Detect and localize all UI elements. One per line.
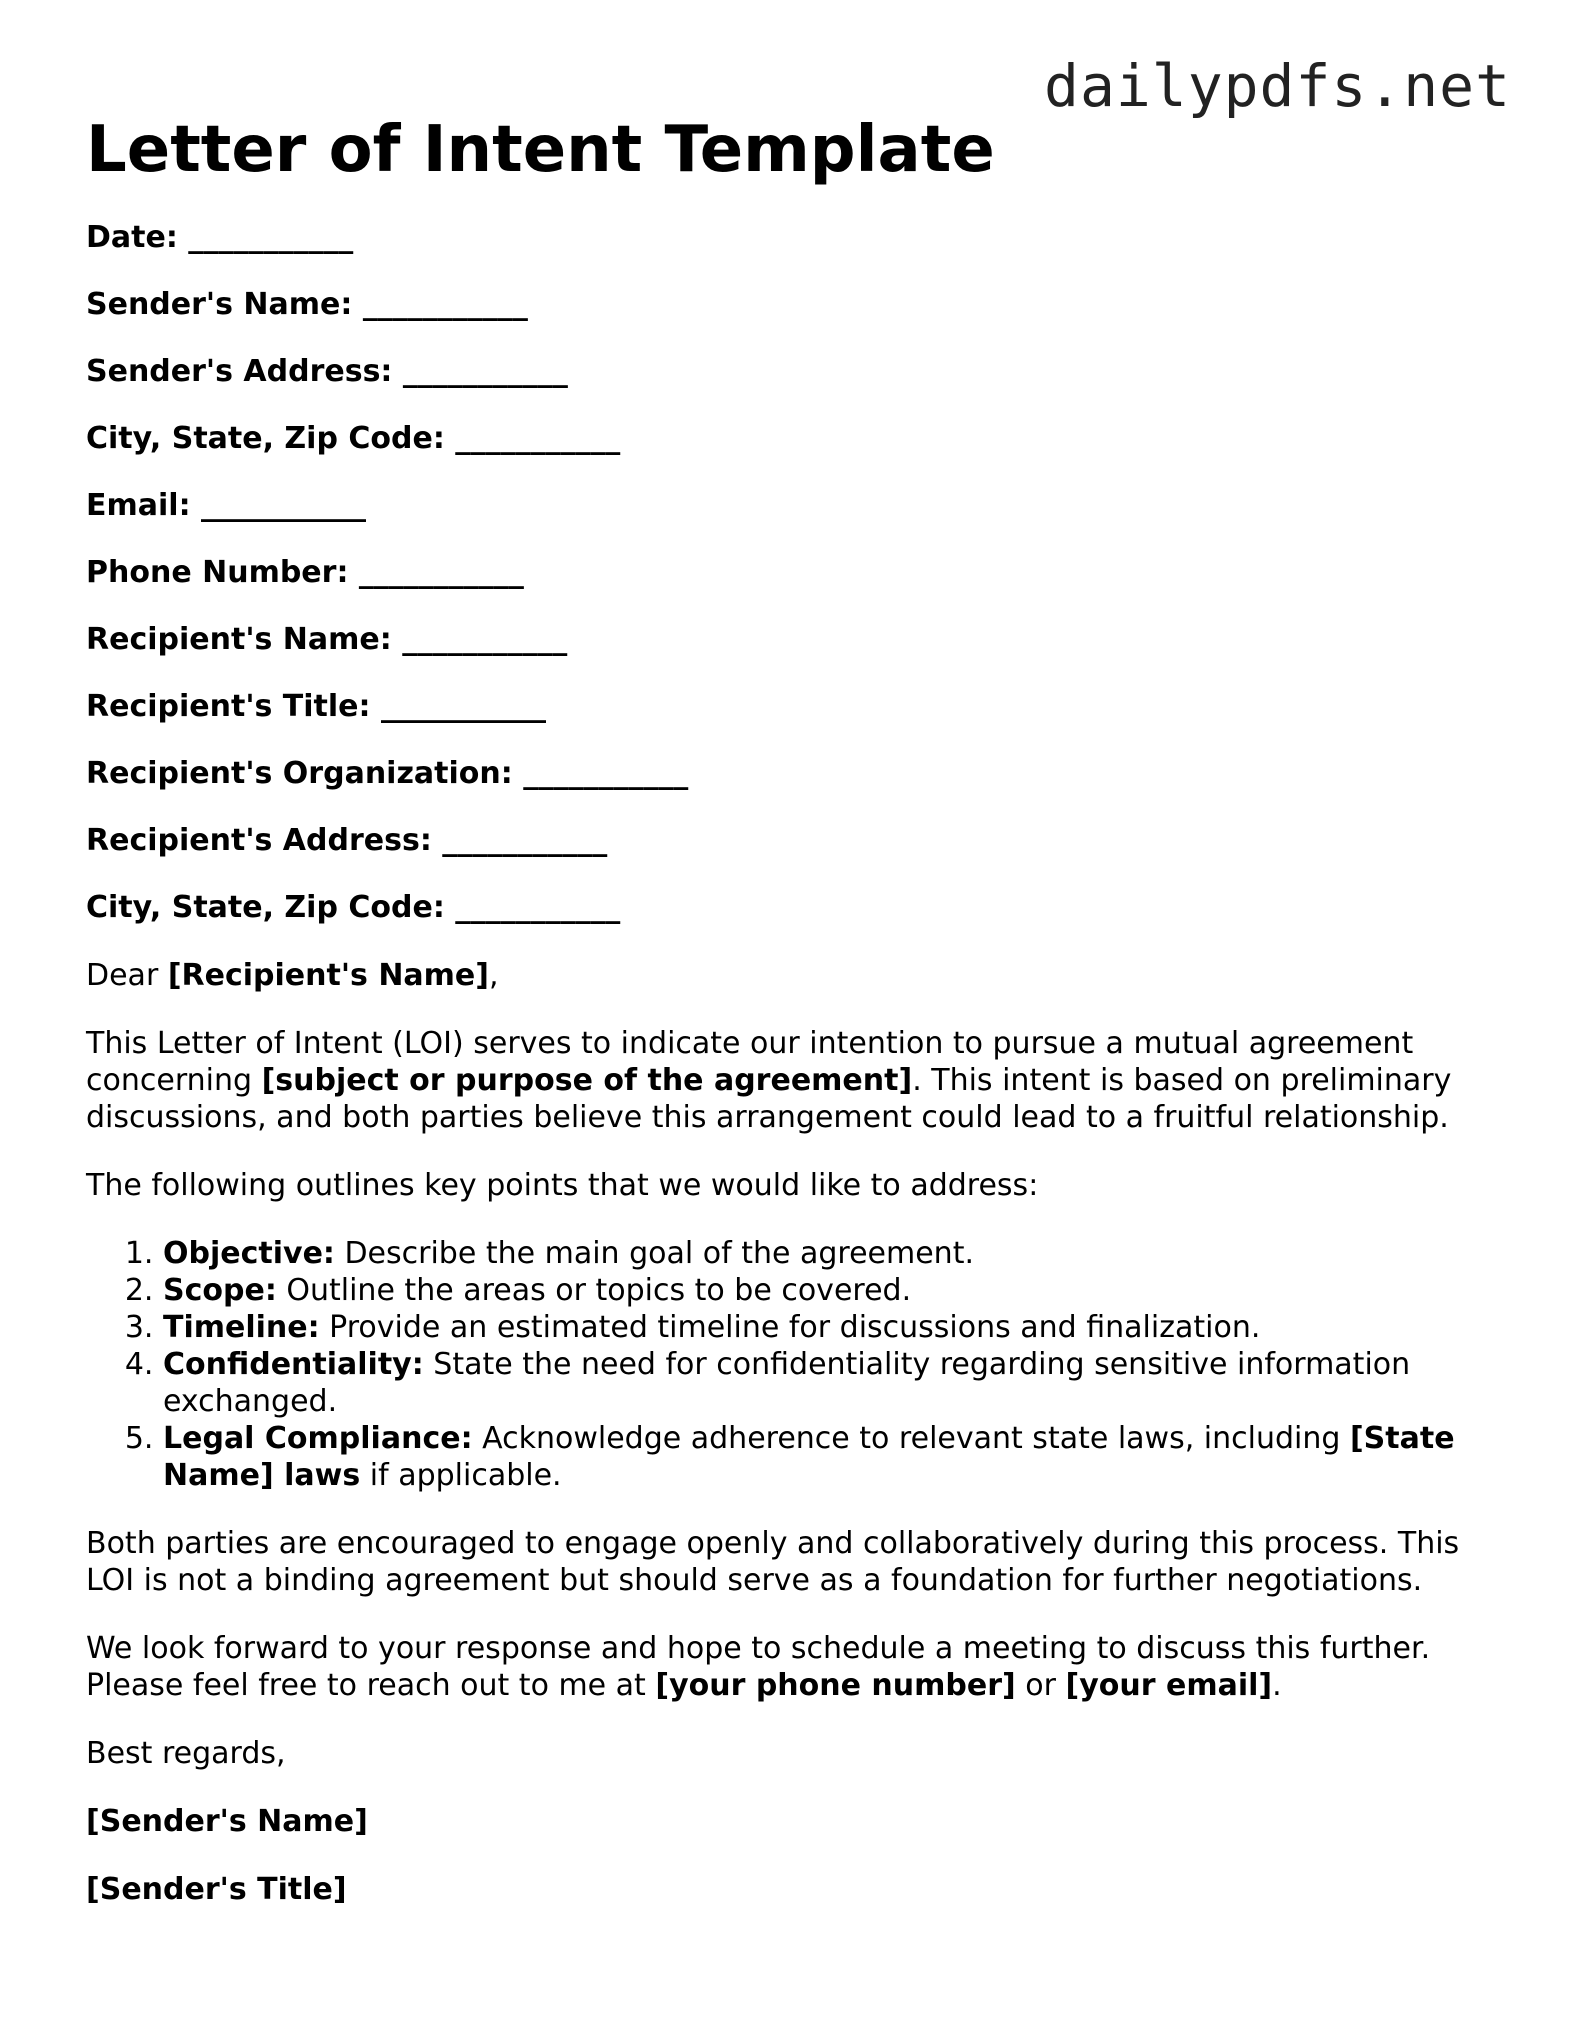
signoff: Best regards,: [86, 1736, 286, 1771]
field-recipient-city-state-zip: [86, 890, 1506, 926]
sender-name-placeholder: [Sender's Name]: [86, 1804, 368, 1839]
field-label: Phone Number:: [86, 555, 349, 590]
field-label: City, State, Zip Code:: [86, 421, 445, 456]
blank-line[interactable]: ___________: [188, 220, 354, 255]
salutation-prefix: Dear: [86, 958, 168, 993]
blank-line[interactable]: ___________: [380, 689, 546, 724]
point-text: if applicable.: [360, 1458, 562, 1493]
point-text: State the need for confidentiality regarding sensitive information exchanged.: [163, 1347, 1411, 1419]
field-label: Date:: [86, 220, 178, 255]
field-recipient-name: [86, 622, 1506, 658]
blank-line[interactable]: ___________: [523, 756, 689, 791]
point-text: Outline the areas or topics to be covered.: [276, 1273, 912, 1308]
point-label: Legal Compliance:: [163, 1421, 473, 1456]
field-label: Email:: [86, 488, 191, 523]
blank-line[interactable]: ___________: [201, 488, 367, 523]
point-label: Objective:: [163, 1236, 335, 1271]
list-item: [163, 1420, 1506, 1494]
field-label: Recipient's Title:: [86, 689, 371, 724]
field-label: Recipient's Name:: [86, 622, 392, 657]
list-item: [163, 1272, 1506, 1309]
email-placeholder: [your email]: [1065, 1668, 1273, 1703]
field-sender-address: [86, 354, 1506, 390]
blank-line[interactable]: ___________: [402, 622, 568, 657]
field-recipient-title: [86, 689, 1506, 725]
key-points-list: [86, 1235, 1506, 1494]
phone-placeholder: [your phone number]: [655, 1668, 1016, 1703]
header-fields: [86, 220, 1506, 926]
field-label: Sender's Address:: [86, 354, 393, 389]
list-item: [163, 1309, 1506, 1346]
list-item: [163, 1346, 1506, 1420]
list-item: [163, 1235, 1506, 1272]
blank-line[interactable]: ___________: [455, 421, 621, 456]
field-label: Sender's Name:: [86, 287, 353, 322]
intro-text: . This intent is based on preliminary discussions, and both parties believe this arrangement could lead to a fruitful relationship.: [86, 1063, 1452, 1135]
salutation: [86, 957, 1506, 994]
blank-line[interactable]: ___________: [362, 287, 528, 322]
blank-line[interactable]: ___________: [402, 354, 568, 389]
field-phone-number: [86, 555, 1506, 591]
letter-document: [86, 110, 1506, 1939]
field-sender-city-state-zip: [86, 421, 1506, 457]
salutation-name: [Recipient's Name]: [167, 958, 489, 993]
point-text: Acknowledge adherence to relevant state laws, including: [472, 1421, 1350, 1456]
contact-text: We look forward to your response and hope to schedule a meeting to discuss this further. Please feel free to reach out to me at: [86, 1631, 1431, 1703]
field-email: [86, 488, 1506, 524]
field-recipient-organization: [86, 756, 1506, 792]
point-label: Confidentiality:: [163, 1347, 424, 1382]
field-date: [86, 220, 1506, 256]
contact-paragraph: [86, 1630, 1506, 1704]
blank-line[interactable]: ___________: [455, 890, 621, 925]
salutation-suffix: ,: [489, 958, 499, 993]
intro-subject-placeholder: [subject or purpose of the agreement]: [261, 1063, 913, 1098]
blank-line[interactable]: ___________: [442, 823, 608, 858]
intro-text: This Letter of Intent (LOI) serves to indicate our intention to pursue a mutual agreement concerning: [86, 1026, 1414, 1098]
page-title: Letter of Intent Template: [86, 113, 995, 187]
point-text: Describe the main goal of the agreement.: [334, 1236, 974, 1271]
field-sender-name: [86, 287, 1506, 323]
field-label: Recipient's Address:: [86, 823, 432, 858]
field-recipient-address: [86, 823, 1506, 859]
field-label: Recipient's Organization:: [86, 756, 513, 791]
point-label: Timeline:: [163, 1310, 320, 1345]
point-label: Scope:: [163, 1273, 277, 1308]
point-text: Provide an estimated timeline for discussions and finalization.: [319, 1310, 1261, 1345]
intro-paragraph: [86, 1025, 1506, 1136]
blank-line[interactable]: ___________: [358, 555, 524, 590]
sender-title-placeholder: [Sender's Title]: [86, 1872, 347, 1907]
state-name-placeholder: [State Name] laws: [163, 1421, 1455, 1493]
closing-paragraph: Both parties are encouraged to engage openly and collaboratively during this process. This LOI is not a binding agreement but should serve as a foundation for further negotiations.: [86, 1526, 1460, 1598]
outline-intro: The following outlines key points that we would like to address:: [86, 1168, 1039, 1203]
watermark: dailypdfs.net: [1044, 52, 1511, 120]
contact-text: or: [1015, 1668, 1066, 1703]
field-label: City, State, Zip Code:: [86, 890, 445, 925]
contact-text: .: [1272, 1668, 1282, 1703]
